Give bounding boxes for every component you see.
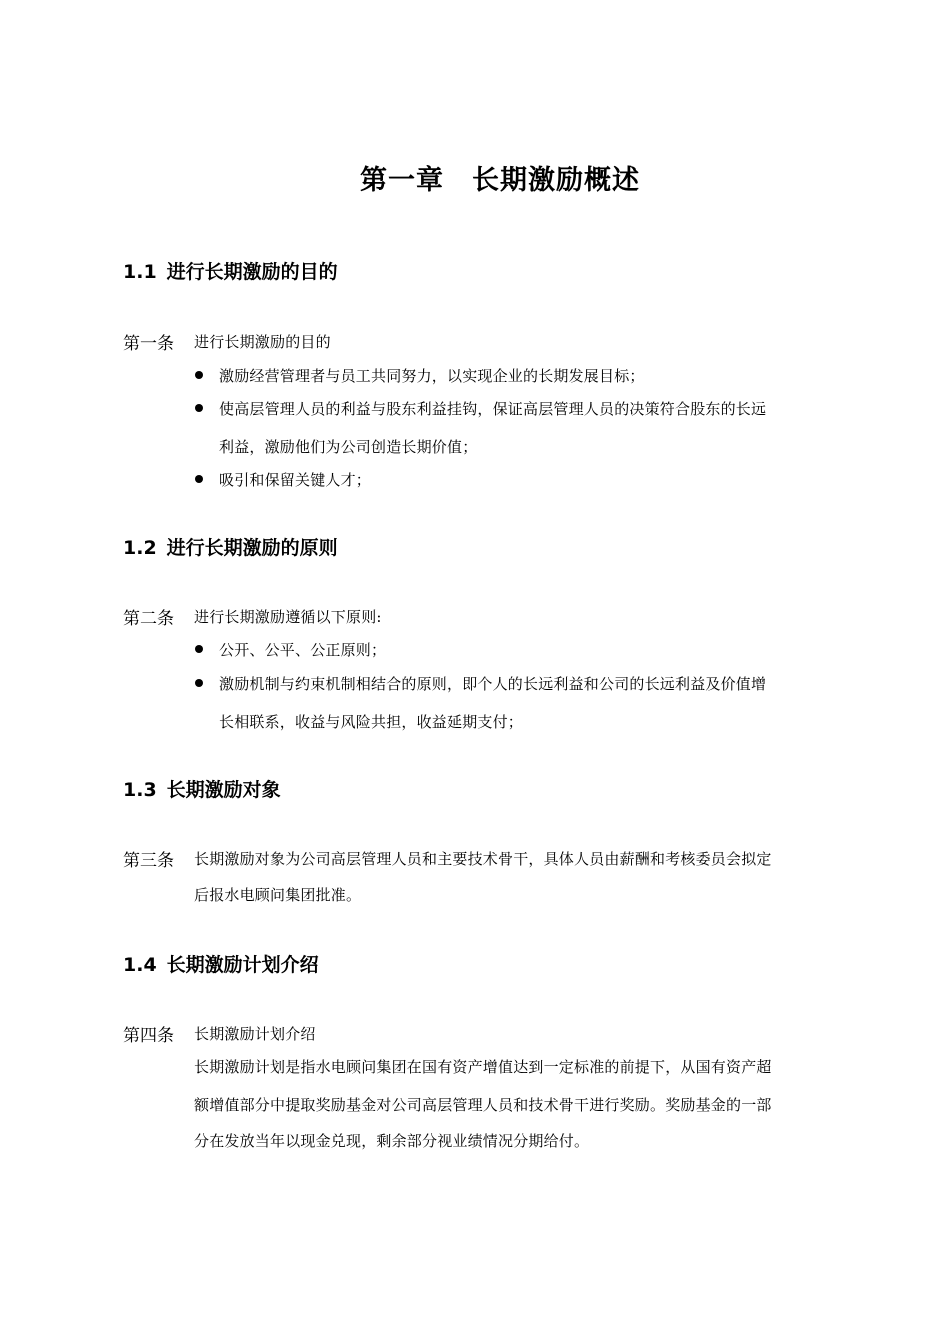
section-heading-1-2	[123, 533, 338, 560]
article-title-2: 进行长期激励遵循以下原则:	[194, 608, 382, 626]
bullet-item-2-2: 激励机制与约束机制相结合的原则，即个人的长远利益和公司的长远利益及价值增	[219, 675, 767, 693]
article-label-2: 第二条	[123, 609, 174, 629]
bullet-item-1-1: 激励经营管理者与员工共同努力，以实现企业的长期发展目标；	[219, 367, 645, 385]
article-label-3: 第三条	[123, 851, 174, 871]
section-title: 进行长期激励的原则	[166, 537, 338, 559]
chapter-title: 第一章 长期激励概述	[360, 165, 640, 196]
section-heading-1-4	[123, 950, 319, 977]
section-number: 1.1	[123, 261, 157, 283]
bullet-item-1-3: 吸引和保留关键人才；	[219, 471, 372, 489]
bullet-icon	[195, 404, 203, 412]
article-label-4: 第四条	[123, 1026, 174, 1046]
article-title-4: 长期激励计划介绍	[194, 1025, 316, 1043]
article-body-4-line-3: 分在发放当年以现金兑现，剩余部分视业绩情况分期给付。	[194, 1132, 590, 1150]
section-heading-1-1	[123, 257, 338, 284]
article-label-1: 第一条	[123, 334, 174, 354]
section-title: 进行长期激励的目的	[166, 261, 338, 283]
section-number: 1.4	[123, 954, 157, 976]
section-number: 1.3	[123, 779, 157, 801]
section-number: 1.2	[123, 537, 157, 559]
bullet-icon	[195, 371, 203, 379]
bullet-item-1-2-cont: 利益，激励他们为公司创造长期价值；	[219, 438, 478, 456]
bullet-icon	[195, 475, 203, 483]
section-heading-1-3	[123, 775, 281, 802]
bullet-icon	[195, 679, 203, 687]
article-title-1: 进行长期激励的目的	[194, 333, 331, 351]
article-body-4-line-1: 长期激励计划是指水电顾问集团在国有资产增值达到一定标准的前提下，从国有资产超	[194, 1058, 772, 1076]
article-body-3-line-2: 后报水电顾问集团批准。	[194, 886, 362, 904]
article-body-3-line-1: 长期激励对象为公司高层管理人员和主要技术骨干，具体人员由薪酬和考核委员会拟定	[194, 850, 772, 868]
bullet-icon	[195, 645, 203, 653]
bullet-item-2-1: 公开、公平、公正原则；	[219, 641, 387, 659]
article-body-4-line-2: 额增值部分中提取奖励基金对公司高层管理人员和技术骨干进行奖励。奖励基金的一部	[194, 1096, 772, 1114]
bullet-item-2-2-cont: 长相联系，收益与风险共担，收益延期支付；	[219, 713, 524, 731]
section-title: 长期激励计划介绍	[166, 954, 319, 976]
section-title: 长期激励对象	[166, 779, 281, 801]
bullet-item-1-2: 使高层管理人员的利益与股东利益挂钩，保证高层管理人员的决策符合股东的长远	[219, 400, 767, 418]
